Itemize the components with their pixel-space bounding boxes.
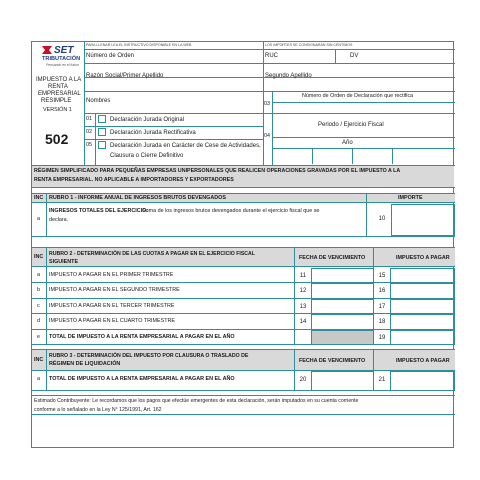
rubro-2-row-label: IMPUESTO A PAGAR EN EL TERCER TRIMESTRE (49, 302, 175, 309)
segundo-apellido-label: Segundo Apellido (265, 73, 312, 79)
rubro-3-field-21-number: 21 (378, 377, 386, 383)
logo-name: TRIBUTACIÓN (42, 56, 81, 62)
rubro-2-row-impuesto-field[interactable] (390, 299, 455, 314)
rubro-2-fecha-header: FECHA DE VENCIMIENTO (299, 255, 366, 261)
rubro-2-row-impuesto-field[interactable] (390, 283, 455, 298)
rubro-3-title-line1: RUBRO 3 - DETERMINACIÓN DEL IMPUESTO POR CLAUSURA O TRASLADO DE (49, 353, 249, 359)
form-title-line2: RENTA (48, 84, 68, 90)
nro-orden-rectifica-label: Número de Orden de Declaración que rectifica (302, 93, 414, 99)
rubro-2-row-field-a-number: 14 (299, 319, 307, 326)
rubro-2-row-letter: c (37, 302, 40, 309)
rubro-3-header (32, 349, 455, 371)
decl-type-02-checkbox[interactable] (98, 128, 106, 136)
rubro-2-row-field-b-number: 17 (378, 303, 386, 310)
rubro-2-row-field-a-number: 11 (299, 273, 307, 279)
rubro-1-title: RUBRO 1 - INFORME ANUAL DE INGRESOS BRUTOS DEVENGADOS (49, 195, 226, 201)
rubro-2-row-label: IMPUESTO A PAGAR EN EL CUARTO TRIMESTRE (49, 318, 176, 325)
rubro-2-title-line2: SIGUIENTE (49, 259, 79, 265)
rubro-2-row-field-b-number: 19 (378, 334, 386, 341)
decl-type-05-label-line2: Clausura o Cierre Definitivo (110, 153, 184, 159)
rubro-2-row (32, 314, 455, 329)
decl-type-01-checkbox[interactable] (98, 115, 106, 123)
rubro-2-row-impuesto-field[interactable] (390, 314, 455, 329)
rubro-2-row-letter: d (37, 318, 40, 325)
form-number: 502 (45, 131, 69, 147)
razon-social-field[interactable] (85, 78, 262, 90)
rubro-2-row (32, 299, 455, 314)
rubro-3-impuesto-field[interactable] (390, 371, 455, 391)
rubro-2-row-label: TOTAL DE IMPUESTO A LA RENTA EMPRESARIAL A PAGAR EN EL AÑO (49, 333, 235, 340)
tax-form-502 (31, 41, 454, 448)
regimen-notice-line2: RENTA EMPRESARIAL. NO APLICABLE A IMPORTADORES Y EXPORTADORES (34, 177, 234, 183)
field-03-number: 03 (264, 101, 270, 107)
rubro-3-field-20-number: 20 (299, 377, 307, 383)
rubro-2-row-field-b-number: 15 (378, 273, 386, 279)
rubro-1-importe-header: IMPORTE (398, 195, 423, 201)
decl-type-05-code: 05 (86, 142, 92, 148)
regimen-notice (32, 166, 454, 187)
rubro-3 (32, 349, 455, 391)
decl-type-02-code: 02 (86, 129, 92, 135)
rubro-2-row-fecha-field (311, 330, 374, 345)
razon-social-label: Razón Social/Primer Apellido (86, 73, 164, 79)
field-04-number: 04 (264, 133, 270, 139)
logo-brand: SET (54, 45, 74, 56)
rubro-1-row-bold: INGRESOS TOTALES DEL EJERCICIO: (49, 208, 149, 214)
rubro-1-row-text2: declara. (49, 217, 69, 223)
rubro-2-title-line1: RUBRO 2 - DETERMINACIÓN DE LAS CUOTAS A PAGAR EN EL EJERCICIO FISCAL (49, 251, 255, 257)
periodo-label: Periodo / Ejercicio Fiscal (318, 122, 384, 128)
dv-field[interactable] (362, 50, 452, 62)
dv-label: DV (350, 53, 359, 59)
form-title-line4: RESIMPLE (41, 98, 72, 104)
form-title-line1: IMPUESTO A LA (36, 77, 82, 83)
regimen-notice-line1: RÉGIMEN SIMPLIFICADO PARA PEQUEÑAS EMPRESAS UNIPERSONALES QUE REALICEN OPERACIONES GRAVADAS POR EL IMPUESTO A LA (34, 168, 401, 174)
decl-type-01-label: Declaración Jurada Original (110, 117, 185, 123)
rubro-3-row-label: TOTAL DE IMPUESTO A LA RENTA EMPRESARIAL A PAGAR EN EL AÑO (49, 376, 235, 382)
footer-line2: conforme a lo señalado en la Ley N° 125/1991, Art. 162 (34, 407, 162, 413)
rubro-2-row (32, 283, 455, 298)
rubro-1 (32, 193, 455, 237)
logo-slogan: Pensando en el futuro (46, 63, 80, 67)
rubro-1-row-letter: a (37, 216, 40, 222)
rubro-2-row-fecha-field[interactable] (311, 299, 374, 314)
rubro-2-row (32, 330, 455, 345)
nombres-field[interactable] (85, 92, 262, 112)
rubro-2-row-label: IMPUESTO A PAGAR EN EL SEGUNDO TRIMESTRE (49, 287, 180, 294)
rubro-3-fecha-header: FECHA DE VENCIMIENTO (299, 358, 366, 364)
rubro-1-header (32, 193, 455, 203)
ruc-field[interactable] (282, 50, 334, 62)
ruc-label: RUC (265, 53, 278, 59)
form-title-line3: EMPRESARIAL (38, 91, 81, 97)
rubro-2-row-letter: a (37, 272, 40, 278)
rubro-2-row-field-a-number: 13 (299, 303, 307, 310)
rubro-1-field-number: 10 (378, 216, 386, 222)
rubro-2-row-letter: e (37, 333, 40, 340)
decl-type-02-label: Declaración Jurada Rectificativa (110, 130, 196, 136)
rubro-2-row-field-a-number: 12 (299, 288, 307, 295)
rubro-3-impuesto-header: IMPUESTO A PAGAR (396, 358, 450, 364)
footer-line1: Estimado Contribuyente: Le recordamos que los pagos que efectúe emergentes de esta declaración, serán imputados en su cuenta corriente (34, 398, 359, 404)
rubro-2-inc: INC (34, 254, 44, 260)
numero-orden-label: Número de Orden (86, 53, 135, 59)
form-version: VERSIÓN 1 (43, 107, 72, 113)
set-logo (36, 44, 82, 72)
decl-type-05-label: Declaración Jurada en Carácter de Cese de Actividades, (110, 143, 261, 149)
rubro-2-impuesto-header: IMPUESTO A PAGAR (396, 255, 450, 261)
anio-label: Año (342, 140, 353, 146)
importes-note: LOS IMPORTES SE CONSIGNARÁN SIN CÉNTIMOS (265, 43, 353, 47)
rubro-2-row-field-b-number: 18 (378, 319, 386, 326)
set-logo-mark (40, 45, 54, 55)
rubro-2-row-fecha-field[interactable] (311, 283, 374, 298)
rubro-2-row-label: IMPUESTO A PAGAR EN EL PRIMER TRIMESTRE (49, 272, 174, 278)
nombres-label: Nombres (86, 98, 111, 104)
numero-orden-field[interactable] (150, 50, 262, 62)
footer-note (32, 395, 455, 415)
segundo-apellido-field[interactable] (264, 78, 454, 90)
rubro-2-row-fecha-field[interactable] (311, 314, 374, 329)
decl-type-01-code: 01 (86, 116, 92, 122)
rubro-2-header (32, 247, 455, 267)
rubro-3-row-letter: a (37, 376, 40, 382)
instructivo-note: PARA LLENAR LEA EL INSTRUCTIVO DISPONIBLE EN LA WEB (86, 43, 192, 47)
rubro-2-row (32, 268, 455, 283)
nro-orden-rectifica-field[interactable] (273, 103, 454, 112)
rubro-2 (32, 247, 455, 345)
decl-type-05-checkbox[interactable] (98, 141, 106, 149)
rubro-2-row-impuesto-field[interactable] (390, 330, 455, 345)
rubro-1-importe-field[interactable] (391, 204, 455, 236)
rubro-2-row-fecha-field[interactable] (311, 268, 374, 283)
anio-field[interactable] (273, 149, 454, 164)
rubro-3-title-line2: RÉGIMEN DE LIQUIDACIÓN (49, 361, 121, 367)
rubro-2-row-impuesto-field[interactable] (390, 268, 455, 283)
rubro-2-row-field-b-number: 16 (378, 288, 386, 295)
rubro-1-row-text: Suma de los ingresos brutos devengados durante el ejercicio fiscal que se (142, 208, 320, 214)
rubro-1-inc: INC (34, 195, 44, 201)
rubro-3-fecha-field[interactable] (311, 371, 374, 391)
rubro-2-row-letter: b (37, 287, 40, 294)
rubro-3-inc: INC (34, 357, 44, 363)
